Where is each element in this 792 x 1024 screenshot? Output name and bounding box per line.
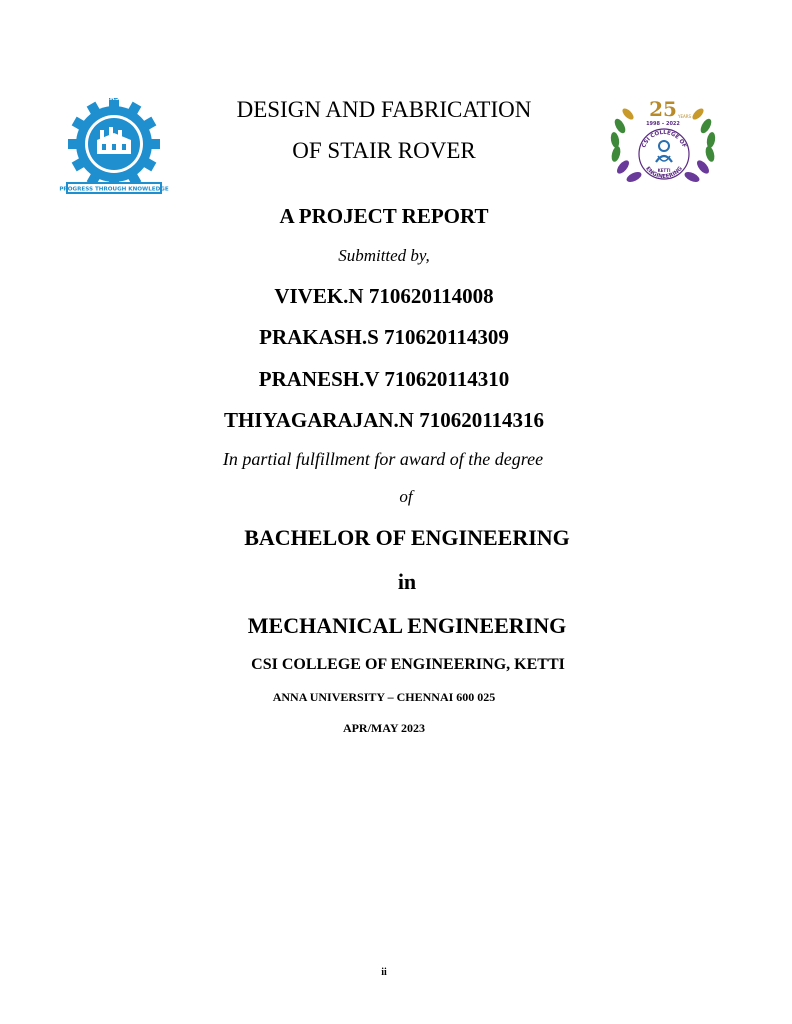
of-text: of xyxy=(399,487,413,506)
in-text: in xyxy=(397,569,417,594)
csi-logo-arc-bottom: ENGINEERING xyxy=(644,165,684,181)
csi-logo-number: 25 xyxy=(649,97,677,121)
csi-logo-place: KETTI xyxy=(657,168,671,173)
csi-logo-years-label: YEARS xyxy=(678,114,692,119)
student-3: PRANESH.V 710620114310 xyxy=(258,367,510,391)
college-name: CSI COLLEGE OF ENGINEERING, KETTI xyxy=(251,656,565,673)
fulfillment-text: In partial fulfillment for award of the degree xyxy=(222,449,544,469)
student-2: PRAKASH.S 710620114309 xyxy=(259,325,509,349)
exam-session: APR/MAY 2023 xyxy=(342,721,426,735)
csi-logo-range: 1998 – 2022 xyxy=(646,121,680,127)
submitted-by: Submitted by, xyxy=(338,246,430,265)
branch-name: MECHANICAL ENGINEERING xyxy=(247,613,567,638)
anna-logo-arc-text: ANNA UNIVERSITY xyxy=(64,94,132,102)
report-heading: A PROJECT REPORT xyxy=(279,204,489,228)
student-4: THIYAGARAJAN.N 710620114316 xyxy=(223,408,545,432)
degree-name: BACHELOR OF ENGINEERING xyxy=(244,525,570,550)
page-number: ii xyxy=(381,967,387,978)
report-title-line-1: DESIGN AND FABRICATION xyxy=(236,97,532,122)
report-title-line-2: OF STAIR ROVER xyxy=(292,138,476,163)
university-name: ANNA UNIVERSITY – CHENNAI 600 025 xyxy=(272,690,496,704)
anna-logo-motto: PROGRESS THROUGH KNOWLEDGE xyxy=(59,186,169,193)
csi-logo-arc-top: CSI COLLEGE OF xyxy=(641,129,687,149)
student-1: VIVEK.N 710620114008 xyxy=(274,284,494,308)
